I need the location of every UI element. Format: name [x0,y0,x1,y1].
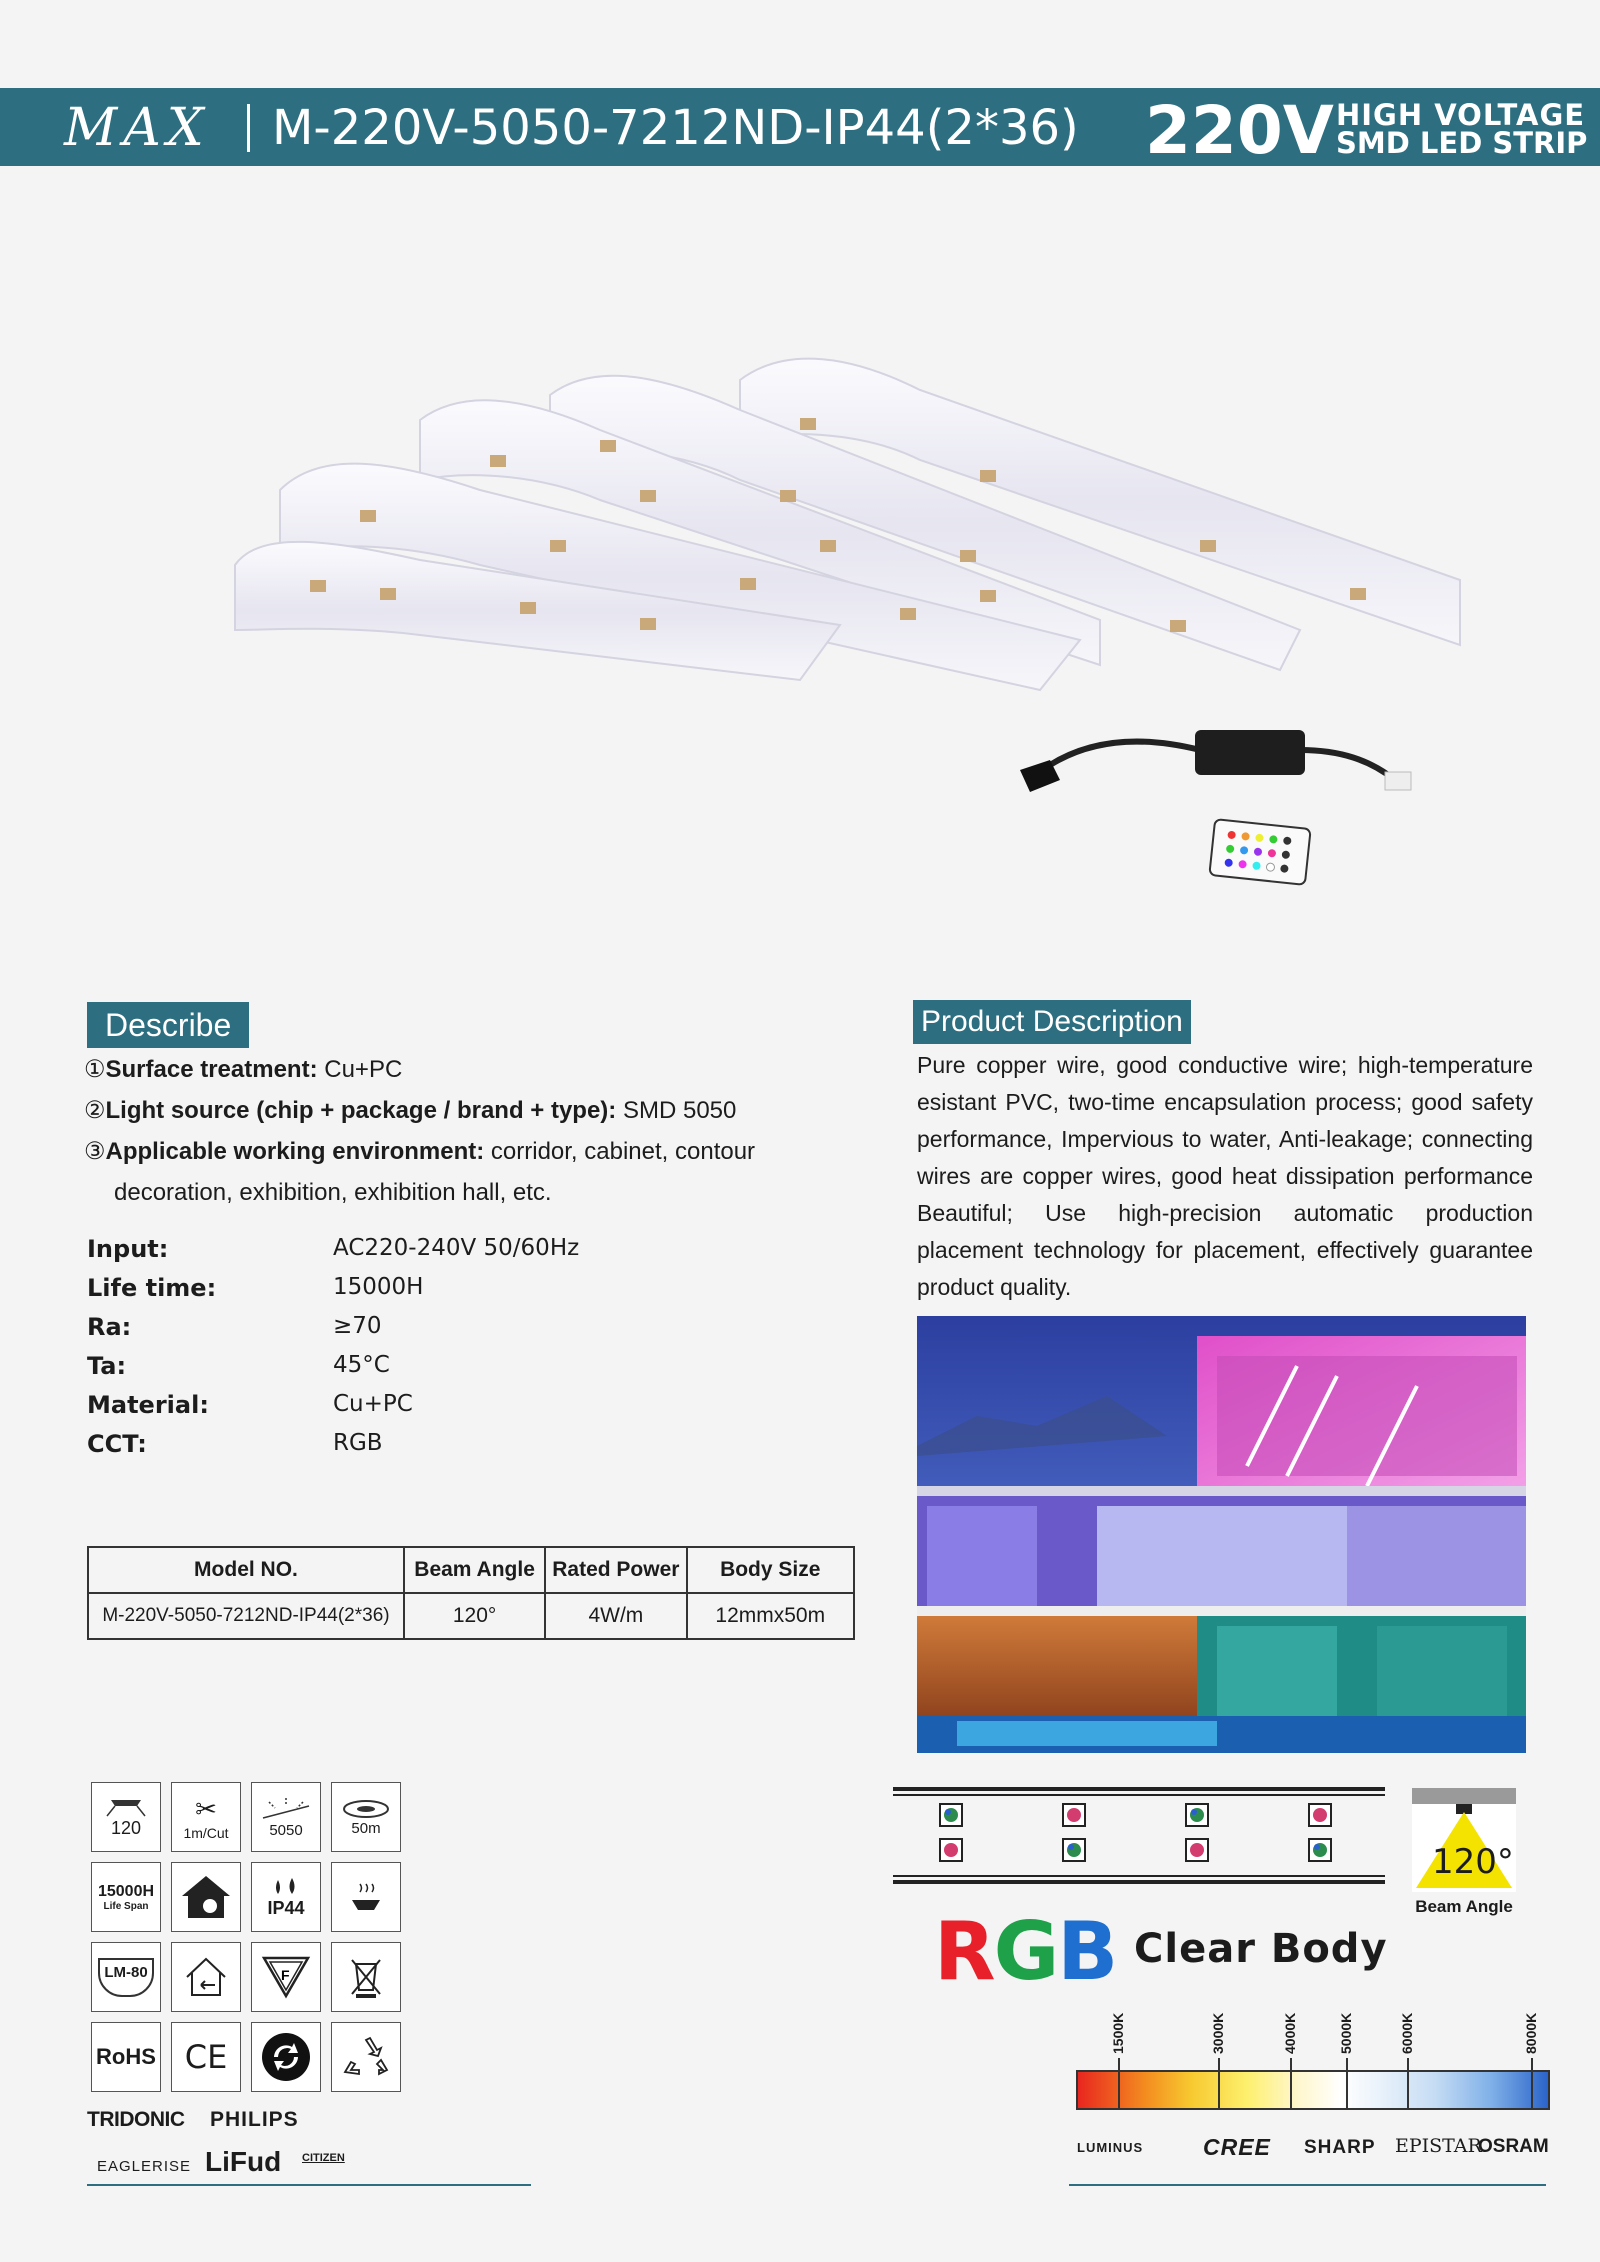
footer-rule-right [1069,2184,1546,2186]
spec-key: Input: [87,1235,169,1263]
table-cell: 12mmx50m [687,1593,855,1639]
table-header: Rated Power [545,1547,686,1593]
green-dot-icon [251,2022,321,2092]
beam-angle-label: Beam Angle [1415,1897,1513,1916]
spec-value: 15000H [333,1274,424,1300]
lifud-logo: LiFud [205,2146,282,2177]
table-header: Beam Angle [404,1547,545,1593]
epistar-logo: EPISTAR [1395,2135,1482,2157]
rgb-chip-group [940,1804,1331,1861]
svg-text:F: F [281,1967,290,1983]
luminus-logo: LUMINUS [1077,2140,1144,2155]
lit-house-photo [917,1316,1526,1753]
tridonic-logo: TRIDONIC [87,2108,185,2131]
product-description-text: Pure copper wire, good conductive wire; high-temperature esistant PVC, two-time encapsulation process; good safety performance, Impervious to water, Anti-leakage; connecting wires are copper wires, good heat dissipation performance Beautiful; Use high-precision automatic production placement technology for placement, effectively guarantee product quality. [917,1052,1533,1300]
describe-item: ③Applicable working environment: corridor, cabinet, contour [84,1138,756,1165]
cct-tick [1218,2058,1220,2110]
describe-heading: Describe [87,1002,249,1048]
rgb-label: RGB [934,1905,1117,1998]
recycle-icon [331,2022,401,2092]
table-header: Body Size [687,1547,855,1593]
cct-label: 1500K [1110,2012,1126,2054]
model-title: M-220V-5050-7212ND-IP44(2*36) [272,100,1079,156]
describe-item: ②Light source (chip + package / brand + type): SMD 5050 [84,1097,737,1124]
table-header: Model NO. [88,1547,404,1593]
cree-logo: CREE [1203,2134,1271,2160]
describe-list [84,1049,844,1213]
clear-body-label: Clear Body [1134,1926,1388,1972]
spec-key: CCT: [87,1430,147,1458]
osram-logo: OSRAM [1478,2136,1549,2157]
heat-icon [331,1862,401,1932]
cct-label: 5000K [1338,2012,1354,2054]
tagline-line2: SMD LED STRIP [1336,126,1588,160]
describe-item: ①Surface treatment: Cu+PC [84,1056,403,1083]
cct-tick [1346,2058,1348,2110]
cct-tick [1531,2058,1533,2110]
rohs-icon: RoHS [91,2022,161,2092]
model-table [87,1546,855,1640]
header-divider [247,104,250,152]
cct-label: 6000K [1399,2012,1415,2054]
citizen-logo: CITIZEN [302,2152,345,2164]
table-header-row [88,1547,854,1593]
table-cell: M-220V-5050-7212ND-IP44(2*36) [88,1593,404,1639]
table-cell: 120° [404,1593,545,1639]
sharp-logo: SHARP [1304,2137,1376,2158]
spec-value: RGB [333,1430,383,1456]
spec-key: Ra: [87,1313,132,1341]
cct-tick [1290,2058,1292,2110]
ip-rating-icon: IP44 [251,1862,321,1932]
rgb-strip-diagram [893,1782,1385,1890]
beam-angle-icon: 120 [91,1782,161,1852]
led-strip-product-image [220,340,1500,900]
voltage-label: 220V [1145,92,1334,169]
cct-gradient-bar [1076,2070,1550,2110]
spec-key: Life time: [87,1274,217,1302]
table-cell: 4W/m [545,1593,686,1639]
spec-value: ≥70 [333,1313,382,1339]
lm80-icon: LM-80 [91,1942,161,2012]
spec-key: Material: [87,1391,209,1419]
brand-logo: MAX [64,98,210,158]
chip-icon: 5050 [251,1782,321,1852]
footer-rule-left [87,2184,531,2186]
cct-label: 3000K [1210,2012,1226,2054]
spec-value: 45°C [333,1352,390,1378]
lifespan-icon: 15000H Life Span [91,1862,161,1932]
beam-angle-value: 120° [1432,1842,1514,1882]
cct-label: 4000K [1282,2012,1298,2054]
spec-value: Cu+PC [333,1391,413,1417]
tagline-line1: HIGH VOLTAGE [1336,98,1586,132]
weee-bin-icon [331,1942,401,2012]
table-row [88,1593,854,1639]
house-outline-icon [171,1942,241,2012]
eaglerise-logo: EAGLERISE [97,2158,192,2175]
ce-icon: CE [171,2022,241,2092]
philips-logo: PHILIPS [210,2108,299,2131]
indoor-home-icon [171,1862,241,1932]
f-mark-icon [251,1942,321,2012]
cut-icon: ✂ 1m/Cut [171,1782,241,1852]
product-description-heading: Product Description [913,1000,1191,1044]
cct-tick [1407,2058,1409,2110]
cct-label: 8000K [1523,2012,1539,2054]
spec-value: AC220-240V 50/60Hz [333,1235,580,1261]
reel-icon: 50m [331,1782,401,1852]
describe-item-cont: decoration, exhibition, exhibition hall, etc. [114,1179,552,1206]
spec-key: Ta: [87,1352,127,1380]
cct-tick [1118,2058,1120,2110]
